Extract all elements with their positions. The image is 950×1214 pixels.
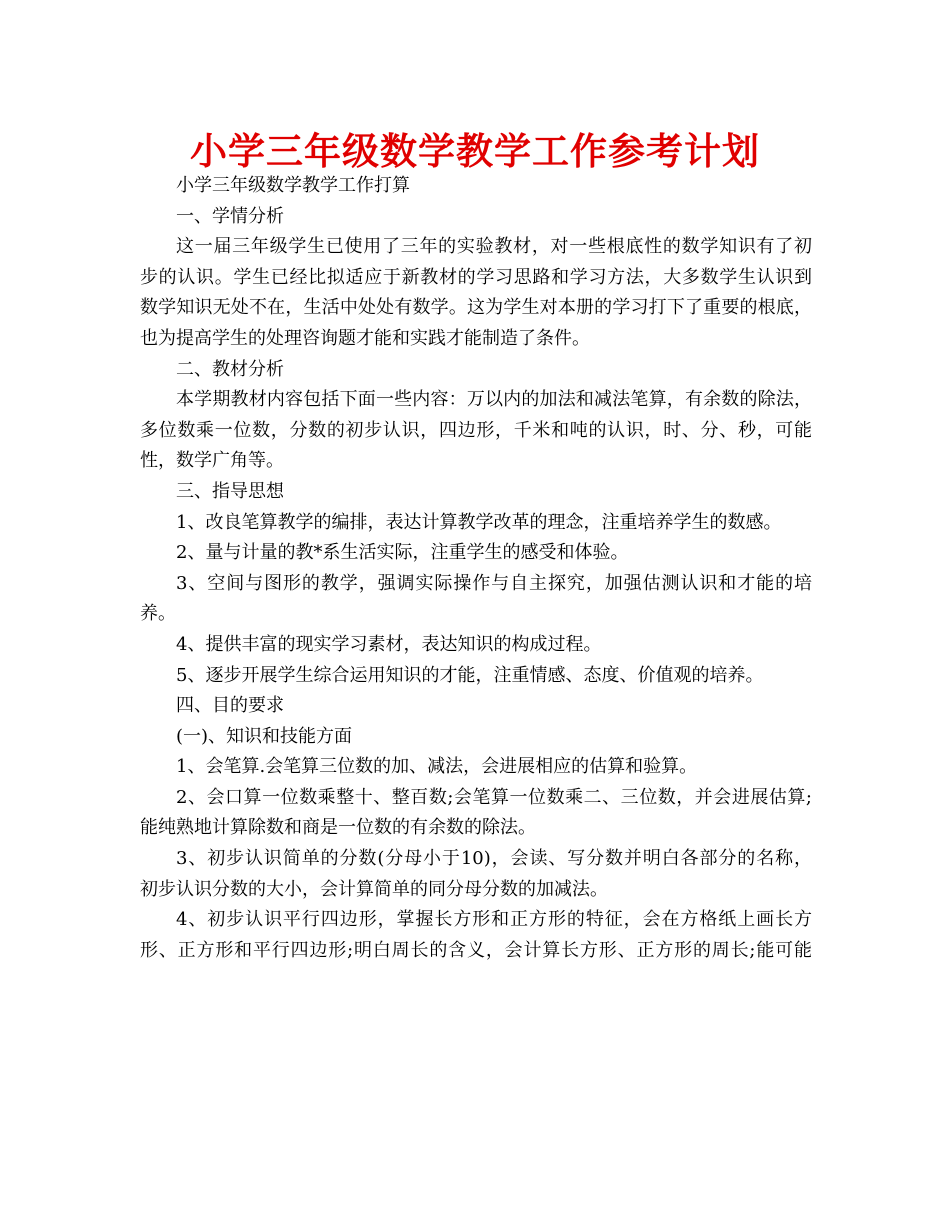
paragraph-line: 2、会口算一位数乘整十、整百数;会笔算一位数乘二、三位数，并会进展估算;: [176, 786, 812, 808]
subsection-heading: (一)、知识和技能方面: [176, 725, 353, 747]
paragraph-line: 2、量与计量的教*系生活实际，注重学生的感受和体验。: [176, 542, 629, 564]
paragraph-line: 4、提供丰富的现实学习素材，表达知识的构成过程。: [176, 633, 602, 655]
paragraph-line: 这一届三年级学生已使用了三年的实验教材，对一些根底性的数学知识有了初: [176, 236, 812, 258]
paragraph-line: 形、正方形和平行四边形;明白周长的含义，会计算长方形、正方形的周长;能可能: [140, 939, 812, 961]
paragraph-line: 小学三年级数学教学工作打算: [176, 175, 410, 196]
paragraph-line: 也为提高学生的处理咨询题才能和实践才能制造了条件。: [140, 327, 590, 349]
document-title: 小学三年级数学教学工作参考计划: [190, 130, 760, 173]
paragraph-line: 本学期教材内容包括下面一些内容：万以内的加法和减法笔算，有余数的除法，: [176, 389, 812, 411]
document-body: [140, 171, 812, 966]
paragraph-line: 养。: [140, 603, 176, 625]
paragraph-line: 1、会笔算.会笔算三位数的加、减法，会进展相应的估算和验算。: [176, 756, 698, 778]
paragraph-line: 能纯熟地计算除数和商是一位数的有余数的除法。: [140, 817, 536, 839]
section-heading: 一、学情分析: [176, 205, 284, 227]
paragraph-line: 步的认识。学生已经比拟适应于新教材的学习思路和学习方法，大多数学生认识到: [140, 266, 812, 288]
paragraph-line: 性，数学广角等。: [140, 450, 284, 472]
paragraph-line: 多位数乘一位数，分数的初步认识，四边形，千米和吨的认识，时、分、秒，可能: [140, 419, 812, 441]
paragraph-line: 初步认识分数的大小，会计算简单的同分母分数的加减法。: [140, 878, 608, 900]
paragraph-line: 数学知识无处不在，生活中处处有数学。这为学生对本册的学习打下了重要的根底，: [140, 297, 812, 319]
paragraph-line: 4、初步认识平行四边形，掌握长方形和正方形的特征，会在方格纸上画长方: [176, 909, 812, 931]
section-heading: 三、指导思想: [176, 480, 284, 502]
section-heading: 四、目的要求: [176, 695, 284, 717]
paragraph-line: 1、改良笔算教学的编排，表达计算教学改革的理念，注重培养学生的数感。: [176, 511, 782, 533]
paragraph-line: 3、初步认识简单的分数(分母小于10)，会读、写分数并明白各部分的名称，: [176, 848, 812, 870]
paragraph-line: 5、逐步开展学生综合运用知识的才能，注重情感、态度、价值观的培养。: [176, 664, 764, 686]
paragraph-line: 3、空间与图形的教学，强调实际操作与自主探究，加强估测认识和才能的培: [176, 572, 812, 594]
section-heading: 二、教材分析: [176, 358, 284, 380]
